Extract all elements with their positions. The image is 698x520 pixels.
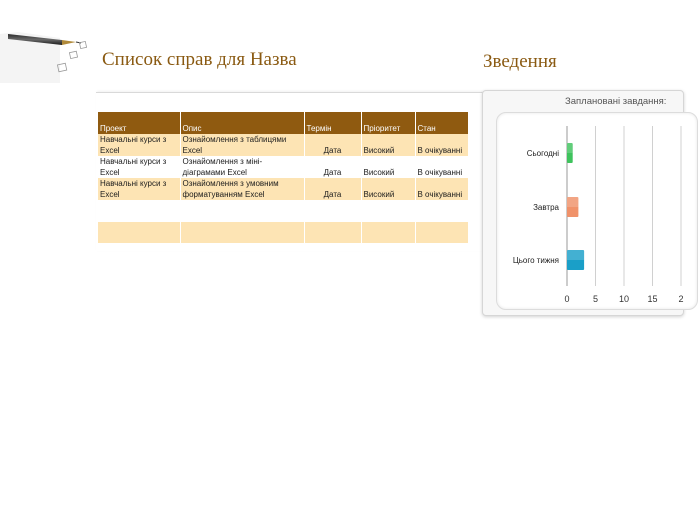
column-header-priority[interactable]: Пріоритет: [361, 112, 415, 134]
cell-empty[interactable]: [415, 222, 468, 243]
cell-empty[interactable]: [180, 222, 304, 243]
summary-title: Зведення: [483, 51, 557, 72]
cell-project[interactable]: Навчальні курси з Excel: [98, 178, 180, 200]
column-header-status[interactable]: Стан: [415, 112, 468, 134]
cell-empty[interactable]: [98, 222, 180, 243]
x-tick-label: 0: [564, 294, 570, 304]
x-tick-label: 2: [678, 294, 684, 304]
cell-empty[interactable]: [361, 222, 415, 243]
column-header-due[interactable]: Термін: [304, 112, 361, 134]
cell-status[interactable]: В очікуванні: [415, 178, 468, 200]
cell-project[interactable]: Навчальні курси з Excel: [98, 134, 180, 156]
cell-blank[interactable]: [361, 200, 415, 222]
table-row: [98, 178, 468, 200]
x-tick-label: 10: [618, 294, 630, 304]
table-header-row: [98, 112, 468, 134]
pen-checklist-icon: [0, 28, 95, 83]
cell-blank[interactable]: [180, 200, 304, 222]
table-row: [98, 134, 468, 156]
cell-due[interactable]: Дата: [304, 134, 361, 156]
column-header-project[interactable]: Проект: [98, 112, 180, 134]
table-row-empty: [98, 222, 468, 243]
cell-description[interactable]: Ознайомлення з міні-діаграмами Excel: [180, 156, 304, 178]
chart-title: Заплановані завдання:: [565, 96, 667, 107]
cell-empty[interactable]: [304, 222, 361, 243]
column-header-description[interactable]: Опис: [180, 112, 304, 134]
cell-due[interactable]: Дата: [304, 156, 361, 178]
cell-description[interactable]: Ознайомлення з умовним форматуванням Excel: [180, 178, 304, 200]
cell-status[interactable]: В очікуванні: [415, 134, 468, 156]
page-title: Список справ для Назва: [102, 49, 297, 70]
cell-description[interactable]: Ознайомлення з таблицями Excel: [180, 134, 304, 156]
task-table: [98, 112, 469, 243]
table-row: [98, 156, 468, 178]
cell-priority[interactable]: Високий: [361, 178, 415, 200]
category-label: Цього тижня: [512, 256, 559, 265]
cell-blank[interactable]: [304, 200, 361, 222]
cell-priority[interactable]: Високий: [361, 134, 415, 156]
bar-highlight: [567, 250, 584, 260]
cell-status[interactable]: В очікуванні: [415, 156, 468, 178]
category-label: Сьогодні: [526, 149, 559, 158]
bar-highlight: [567, 143, 573, 153]
cell-blank[interactable]: [98, 200, 180, 222]
cell-due[interactable]: Дата: [304, 178, 361, 200]
cell-project[interactable]: Навчальні курси з Excel: [98, 156, 180, 178]
scheduled-tasks-chart: [483, 91, 683, 315]
cell-priority[interactable]: Високий: [361, 156, 415, 178]
category-label: Завтра: [533, 203, 559, 212]
bar-highlight: [567, 197, 578, 207]
summary-chart-panel: [482, 90, 684, 316]
x-tick-label: 5: [592, 294, 599, 304]
x-tick-label: 15: [647, 294, 658, 304]
table-row-blank: [98, 200, 468, 222]
cell-blank[interactable]: [415, 200, 468, 222]
